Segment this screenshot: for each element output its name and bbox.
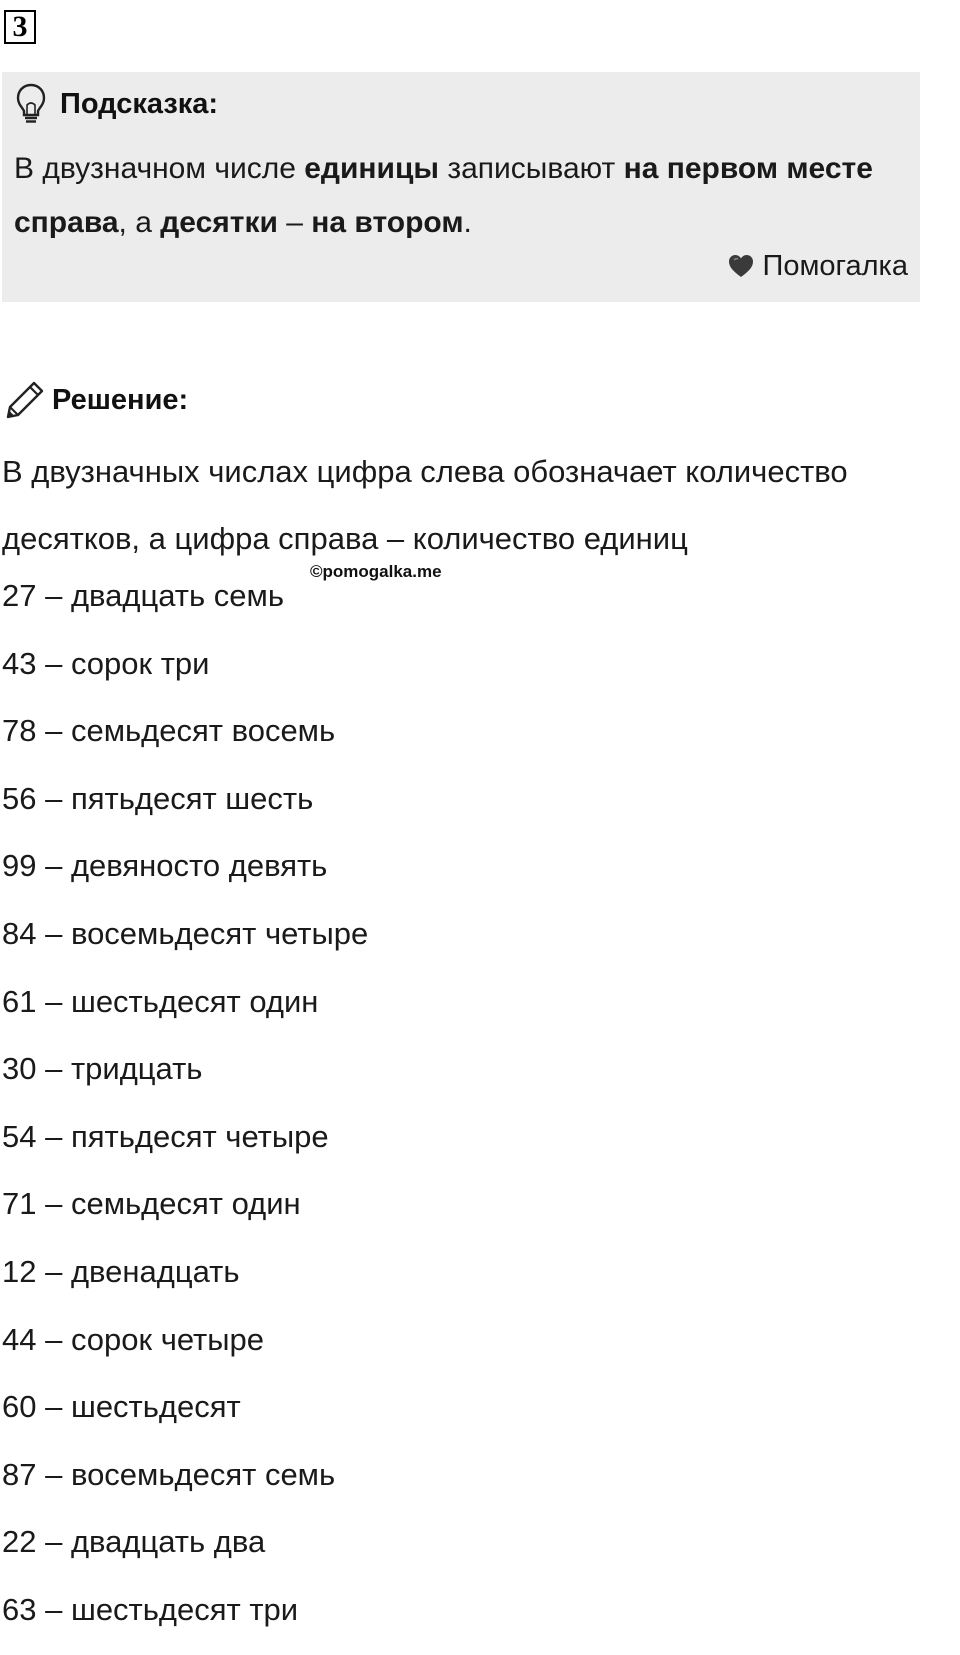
hint-bold-term: единицы [304, 152, 440, 185]
hint-text-run: – [277, 206, 312, 239]
task-number-badge: 3 [4, 10, 36, 44]
copyright-watermark: ©pomogalka.me [310, 562, 442, 581]
hint-text-run: записывают [439, 152, 624, 185]
answer-line: 84 – восемьдесят четыре [2, 915, 369, 951]
brand-name: Помогалка [762, 249, 908, 282]
answer-line: 27 – двадцать семь [2, 578, 284, 613]
answer-list [2, 573, 368, 1655]
answer-line: 99 – девяносто девять [2, 848, 328, 884]
hint-bold-term: на первом месте справа [14, 152, 873, 239]
answer-line: 60 – шестьдесят [2, 1389, 241, 1425]
hint-text-run: , а [118, 206, 161, 239]
hint-title: Подсказка: [60, 87, 219, 120]
solution-intro: В двузначных числах цифра слева обозначает количество десятков, а цифра справа – количество единиц [2, 454, 848, 556]
hint-text [14, 142, 894, 250]
solution-heading [4, 378, 188, 422]
answer-line: 87 – восемьдесят семь [2, 1456, 336, 1492]
answer-line: 63 – шестьдесят три [2, 1591, 299, 1627]
answer-line: 56 – пятьдесят шесть [2, 780, 314, 816]
hint-text-run: . [463, 206, 472, 239]
answer-line: 61 – шестьдесят один [2, 983, 319, 1019]
answer-line: 44 – сорок четыре [2, 1321, 265, 1357]
solution-title: Решение: [52, 383, 189, 416]
lightbulb-icon [16, 83, 46, 125]
brand-signature [727, 246, 908, 286]
answer-line: 12 – двенадцать [2, 1253, 240, 1289]
answer-line: 30 – тридцать [2, 1051, 203, 1087]
heart-icon [727, 253, 763, 279]
hint-box [2, 72, 920, 302]
hint-bold-term: десятки [160, 206, 278, 239]
answer-line: 71 – семьдесят один [2, 1186, 301, 1222]
answer-line: 78 – семьдесят восемь [2, 713, 336, 749]
hint-bold-term: на втором [311, 206, 464, 239]
answer-line: 43 – сорок три [2, 645, 210, 681]
pencil-icon [4, 379, 46, 421]
answer-line: 54 – пятьдесят четыре [2, 1118, 329, 1154]
answer-line: 22 – двадцать два [2, 1524, 266, 1560]
hint-heading [16, 80, 218, 128]
hint-text-run: В двузначном числе [14, 152, 305, 185]
